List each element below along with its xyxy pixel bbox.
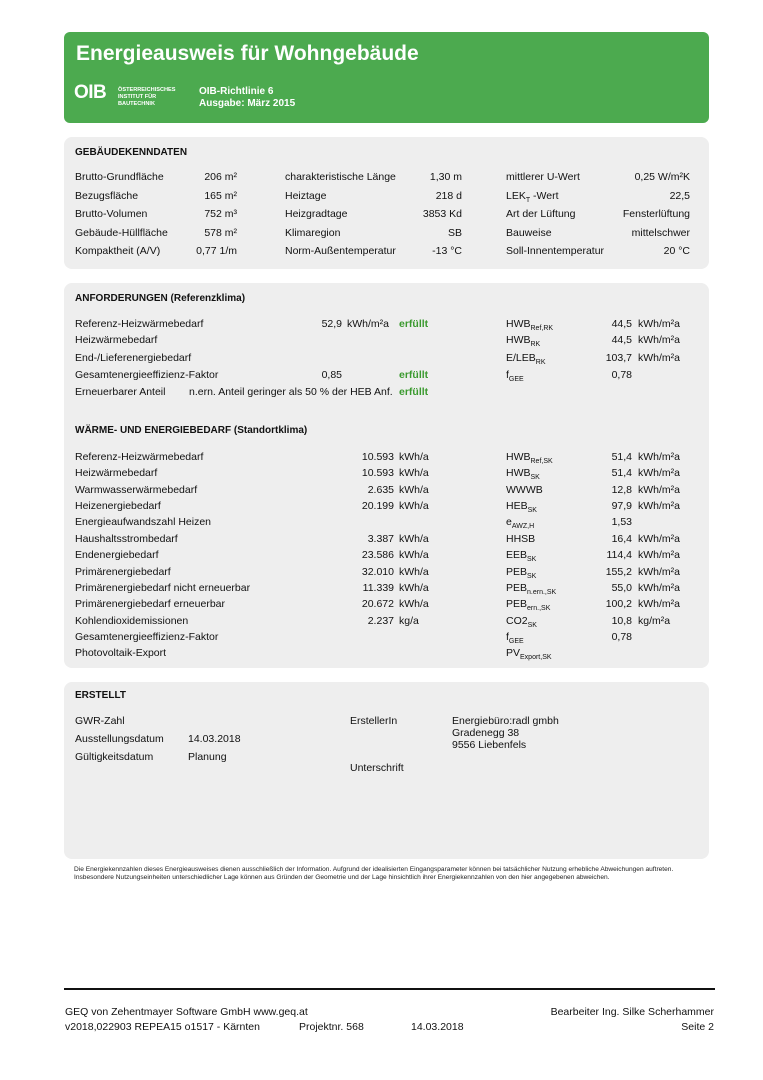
symbol-base: PV [506, 647, 521, 660]
energy-demand-symbol-value: 155,2 [605, 565, 632, 578]
energy-demand-symbol-value: 100,2 [605, 598, 632, 611]
energy-demand-label: Referenz-Heizwärmebedarf [75, 451, 204, 463]
building-data-label: Norm-Außentemperatur [285, 245, 396, 257]
requirements-panel [64, 283, 709, 668]
document-title: Energieausweis für Wohngebäude [76, 42, 419, 65]
guideline-info [199, 86, 295, 110]
energy-demand-symbol-value: 51,4 [611, 467, 632, 480]
issue-date-label: Ausstellungsdatum [75, 733, 164, 745]
symbol-subscript: RK [535, 359, 546, 366]
footer-software: GEQ von Zehentmayer Software GmbH www.geq.at [65, 1006, 308, 1018]
requirement-symbol-value: 0,78 [611, 369, 632, 381]
energy-demand-symbol-unit: kWh/m²a [638, 500, 680, 513]
symbol-subscript: Ref,SK [530, 458, 553, 465]
energy-demand-value: 3.387 [367, 532, 394, 545]
issue-date-value: 14.03.2018 [188, 733, 241, 745]
energy-demand-value: 32.010 [361, 565, 394, 578]
issuer-city: 9556 Liebenfels [452, 739, 527, 751]
issuer-panel [64, 682, 709, 859]
energy-demand-label: Heizenergiebedarf [75, 500, 161, 513]
energy-demand-symbol-value: 51,4 [611, 451, 632, 463]
footer-editor: Bearbeiter Ing. Silke Scherhammer [550, 1006, 714, 1018]
requirement-symbol-value: 44,5 [611, 318, 632, 330]
energy-demand-symbol-unit: kWh/m²a [638, 549, 680, 562]
energy-demand-symbol-value: 16,4 [611, 532, 632, 545]
energy-demand-symbol-unit: kWh/m²a [638, 598, 680, 611]
building-data-label: charakteristische Länge [285, 171, 396, 183]
requirement-symbol-value: 44,5 [611, 334, 632, 346]
issuer-address [452, 715, 559, 751]
issuer-label: ErstellerIn [350, 715, 398, 727]
building-data-value: 578 m² [204, 226, 237, 239]
energy-demand-label: Gesamtenergieeffizienz-Faktor [75, 630, 219, 643]
symbol-suffix: -Wert [530, 189, 559, 202]
symbol-base: HWB [506, 334, 531, 346]
symbol-subscript: Export,SK [520, 654, 552, 662]
building-data-value: 752 m³ [204, 208, 237, 220]
symbol-subscript: RK [530, 341, 541, 348]
requirement-value: 0,85 [321, 369, 342, 381]
energy-demand-symbol-value: 55,0 [611, 581, 632, 594]
building-data-label [506, 190, 559, 204]
building-data-value: mittelschwer [631, 226, 690, 239]
energy-demand-symbol-unit: kWh/m²a [638, 467, 680, 480]
energy-demand-unit: kg/a [399, 614, 419, 627]
symbol-subscript: ern.,SK [527, 605, 551, 613]
issuer-title: ERSTELLT [75, 690, 126, 701]
energy-demand-symbol-unit: kg/m²a [638, 614, 671, 627]
symbol-base: LEK [506, 189, 526, 202]
building-data-label: Klimaregion [285, 226, 341, 239]
building-data-panel [64, 137, 709, 269]
energy-demand-unit: kWh/a [399, 467, 429, 480]
building-data-value: Fensterlüftung [622, 208, 690, 220]
energy-demand-label: Endenergiebedarf [75, 549, 159, 562]
building-data-value: 218 d [435, 189, 462, 202]
requirement-label: Gesamtenergieeffizienz-Faktor [75, 369, 219, 381]
symbol-subscript: n.ern.,SK [527, 588, 557, 596]
requirement-unit: kWh/m²a [347, 318, 389, 330]
symbol-base: EEB [506, 549, 528, 562]
energy-demand-label: Heizwärmebedarf [75, 467, 158, 480]
energy-demand-symbol [506, 533, 535, 547]
symbol-base: PEB [506, 598, 528, 611]
symbol-subscript: Ref,RK [530, 325, 554, 332]
symbol-base: HHSB [506, 532, 536, 545]
energy-demand-symbol [506, 484, 543, 498]
certificate-header [64, 32, 709, 123]
building-data-value: 206 m² [204, 171, 237, 183]
energy-demand-symbol-unit: kWh/m²a [638, 565, 680, 578]
energy-demand-label: Haushaltsstrombedarf [75, 532, 178, 545]
disclaimer-text: Die Energiekennzahlen dieses Energieausweises dienen ausschließlich der Information. Aufgrund der idealisierten Eingangsparameter können bei tatsächlicher Nutzung erhebliche Abweichungen auftreten. Insbesondere Nutzungseinheiten unterschiedlicher Lage können aus Gründen der Geometrie und der Lage hinsichtlich ihrer Energiekennzahlen von den hier angegebenen abweichen. [74, 866, 674, 881]
building-data-value: 20 °C [663, 245, 690, 257]
energy-demand-symbol [506, 451, 553, 465]
symbol-base: HEB [506, 500, 528, 513]
guideline-edition: Ausgabe: März 2015 [199, 98, 296, 109]
building-data-value: 3853 Kd [422, 208, 462, 220]
symbol-subscript: GEE [508, 376, 524, 383]
symbol-base: HWB [506, 318, 531, 330]
energy-demand-unit: kWh/a [399, 483, 429, 496]
energy-demand-symbol [506, 615, 537, 629]
symbol-base: PEB [506, 581, 528, 594]
energy-demand-symbol [506, 549, 536, 563]
footer-date: 14.03.2018 [411, 1021, 464, 1033]
energy-demand-value: 11.339 [362, 581, 394, 594]
building-data-value: SB [447, 226, 462, 239]
building-data-value: 0,25 W/m²K [634, 171, 690, 183]
energy-demand-symbol [506, 566, 536, 580]
symbol-subscript: SK [527, 507, 537, 515]
building-data-value: 165 m² [204, 189, 237, 202]
requirement-label: Referenz-Heizwärmebedarf [75, 318, 204, 330]
renewable-share-status: erfüllt [399, 386, 429, 398]
energy-demand-label: Energieaufwandszahl Heizen [75, 516, 212, 529]
energy-demand-unit: kWh/a [399, 598, 429, 611]
requirement-symbol [506, 334, 540, 348]
building-data-label: Heizgradtage [285, 208, 348, 220]
requirement-status: erfüllt [399, 369, 429, 381]
energy-demand-value: 20.672 [361, 598, 394, 611]
energy-demand-label: Primärenergiebedarf [75, 565, 171, 578]
energy-demand-label: Warmwasserwärmebedarf [75, 483, 198, 496]
building-data-label: Soll-Innentemperatur [506, 245, 605, 257]
energy-demand-label: Photovoltaik-Export [75, 647, 167, 660]
symbol-base: CO2 [506, 614, 528, 627]
energy-demand-unit: kWh/a [399, 500, 429, 513]
oib-institute-name [118, 87, 176, 108]
symbol-base: WWWB [506, 483, 543, 496]
energy-demand-unit: kWh/a [399, 532, 429, 545]
requirements-title: ANFORDERUNGEN (Referenzklima) [75, 293, 246, 304]
energy-demand-symbol [506, 598, 550, 612]
energy-demand-label: Primärenergiebedarf nicht erneuerbar [75, 581, 251, 594]
energy-demand-symbol-unit: kWh/m²a [638, 451, 680, 463]
requirement-symbol [506, 352, 546, 366]
building-data-label: Heiztage [285, 189, 327, 202]
symbol-base: e [506, 516, 512, 529]
building-data-label: Art der Lüftung [506, 208, 576, 220]
institute-line-2: INSTITUT FÜR BAUTECHNIK [118, 94, 157, 107]
building-data-value: 0,77 1/m [196, 245, 237, 257]
symbol-base: f [506, 630, 509, 643]
energy-demand-value: 2.635 [367, 483, 394, 496]
energy-demand-value: 23.586 [361, 549, 394, 562]
footer-version: v2018,022903 REPEA15 o1517 - Kärnten [65, 1021, 260, 1033]
energy-demand-symbol-value: 1,53 [611, 516, 632, 529]
renewable-share-label: Erneuerbarer Anteil [75, 386, 166, 398]
energy-demand-symbol-value: 97,9 [611, 500, 632, 513]
symbol-subscript: T [525, 196, 531, 204]
building-data-label: Kompaktheit (A/V) [75, 245, 161, 257]
energy-demand-label: Kohlendioxidemissionen [75, 614, 189, 627]
issuer-name: Energiebüro:radl gmbh [452, 715, 559, 727]
building-data-label: Brutto-Grundfläche [75, 171, 164, 183]
requirement-status: erfüllt [399, 318, 429, 330]
requirement-label: End-/Lieferenergiebedarf [75, 352, 192, 364]
energy-demand-symbol [506, 647, 552, 661]
building-data-label: mittlerer U-Wert [506, 171, 580, 183]
energy-demand-symbol [506, 467, 540, 481]
symbol-base: HWB [506, 451, 531, 463]
energy-demand-unit: kWh/a [399, 549, 429, 562]
building-data-label: Brutto-Volumen [75, 208, 148, 220]
symbol-base: E/LEB [506, 352, 536, 364]
energy-demand-unit: kWh/a [399, 451, 429, 463]
building-data-label: Bezugsfläche [75, 189, 139, 202]
renewable-share-text: n.ern. Anteil geringer als 50 % der HEB Anf. [189, 386, 393, 398]
energy-demand-symbol-unit: kWh/m²a [638, 581, 680, 594]
symbol-subscript: AWZ,H [511, 523, 535, 531]
energy-demand-unit: kWh/a [399, 581, 429, 594]
footer-divider [64, 988, 715, 990]
issuer-street: Gradenegg 38 [452, 727, 520, 739]
building-data-label: Gebäude-Hüllfläche [75, 226, 168, 239]
energy-demand-value: 10.593 [361, 451, 394, 463]
symbol-subscript: SK [527, 556, 537, 564]
requirement-symbol-value: 103,7 [605, 352, 632, 364]
symbol-subscript: SK [527, 572, 537, 580]
energy-demand-symbol-value: 12,8 [611, 483, 632, 496]
energy-demand-unit: kWh/a [399, 565, 429, 578]
energy-demand-symbol [506, 516, 534, 530]
symbol-base: PEB [506, 565, 528, 578]
energy-demand-symbol-value: 10,8 [611, 614, 632, 627]
oib-logo-text: OIB [74, 82, 107, 103]
energy-demand-symbol [506, 500, 537, 514]
requirement-label: Heizwärmebedarf [75, 334, 158, 346]
building-data-title: GEBÄUDEKENNDATEN [75, 147, 188, 158]
requirement-value: 52,9 [321, 318, 342, 330]
institute-line-1: ÖSTERREICHISCHES [118, 87, 176, 93]
energy-demand-symbol-unit: kWh/m²a [638, 532, 680, 545]
energy-demand-value: 20.199 [361, 500, 394, 513]
guideline-name: OIB-Richtlinie 6 [199, 86, 274, 97]
symbol-base: HWB [506, 467, 531, 480]
symbol-subscript: SK [530, 474, 540, 482]
gwr-label: GWR-Zahl [75, 715, 125, 727]
energy-demand-value: 2.237 [367, 614, 394, 627]
footer-page-number: Seite 2 [681, 1021, 714, 1033]
energy-demand-symbol-unit: kWh/m²a [638, 483, 680, 496]
requirement-symbol [506, 369, 524, 383]
energy-demand-symbol-value: 0,78 [611, 630, 632, 643]
symbol-subscript: GEE [508, 637, 524, 645]
building-data-value: 1,30 m [429, 171, 462, 183]
building-data-value: -13 °C [432, 245, 462, 257]
symbol-subscript: SK [527, 621, 537, 629]
energy-demand-symbol [506, 631, 524, 645]
energy-demand-label: Primärenergiebedarf erneuerbar [75, 598, 225, 611]
building-data-value: 22,5 [669, 189, 690, 202]
requirement-symbol-unit: kWh/m²a [638, 334, 680, 346]
symbol-base: f [506, 369, 509, 381]
energy-demand-symbol [506, 582, 556, 596]
signature-label: Unterschrift [350, 762, 404, 774]
requirement-symbol [506, 318, 553, 332]
validity-label: Gültigkeitsdatum [75, 751, 154, 763]
energy-demand-value: 10.593 [361, 467, 394, 480]
building-data-label: Bauweise [506, 226, 552, 239]
requirement-symbol-unit: kWh/m²a [638, 318, 680, 330]
footer-project-number: Projektnr. 568 [299, 1021, 364, 1033]
requirement-symbol-unit: kWh/m²a [638, 352, 680, 364]
energy-demand-title: WÄRME- UND ENERGIEBEDARF (Standortklima) [75, 425, 308, 436]
energy-demand-symbol-value: 114,4 [606, 549, 632, 562]
validity-value: Planung [188, 751, 227, 763]
